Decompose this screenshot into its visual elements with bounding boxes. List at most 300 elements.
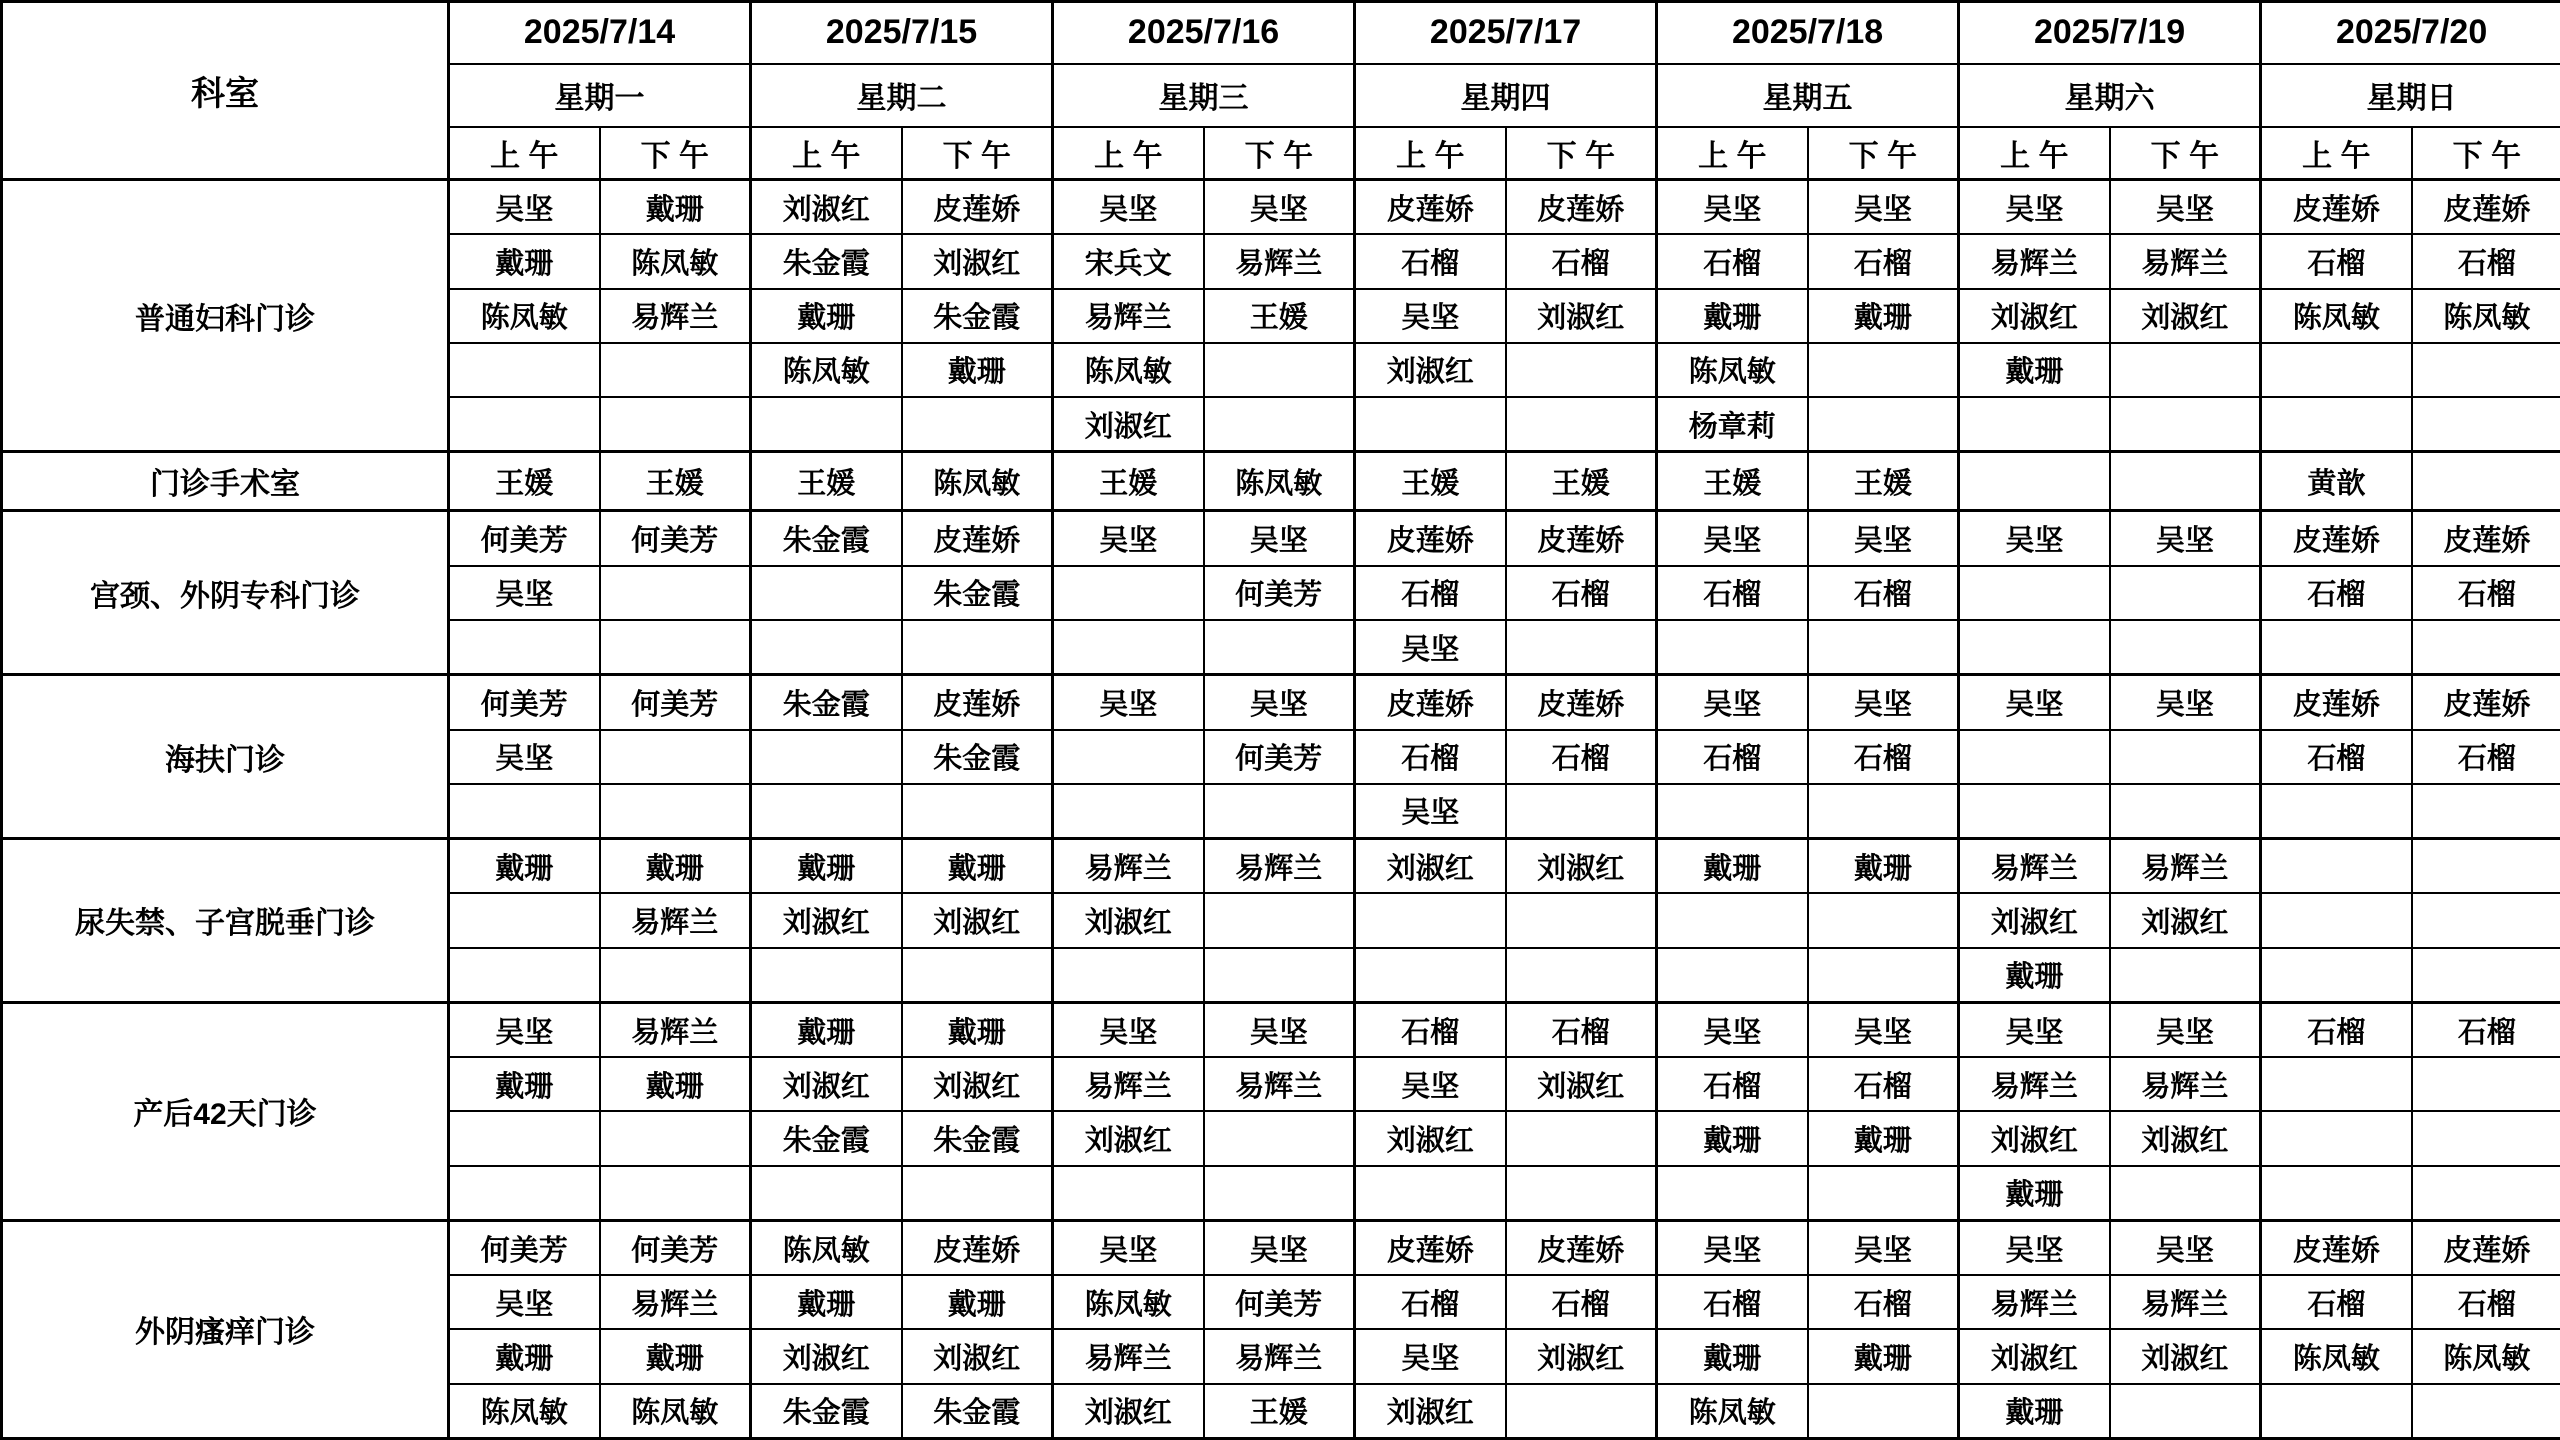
schedule-cell: 陈凤敏 xyxy=(600,234,751,288)
schedule-cell: 石榴 xyxy=(1808,234,1959,288)
schedule-cell: 皮莲娇 xyxy=(2412,511,2560,566)
schedule-cell xyxy=(1808,784,1959,839)
schedule-cell: 石榴 xyxy=(2412,1275,2560,1329)
schedule-cell: 易辉兰 xyxy=(1053,1329,1204,1383)
schedule-cell: 刘淑红 xyxy=(1959,289,2110,343)
schedule-cell: 戴珊 xyxy=(902,839,1053,894)
schedule-cell: 朱金霞 xyxy=(902,730,1053,784)
schedule-cell: 黄歆 xyxy=(2261,452,2412,511)
schedule-cell: 朱金霞 xyxy=(751,511,902,566)
schedule-cell xyxy=(600,784,751,839)
schedule-cell: 易辉兰 xyxy=(1204,234,1355,288)
schedule-cell: 刘淑红 xyxy=(2110,289,2261,343)
schedule-cell: 易辉兰 xyxy=(1053,1057,1204,1111)
schedule-cell: 陈凤敏 xyxy=(2412,289,2560,343)
schedule-cell: 刘淑红 xyxy=(1355,1111,1506,1165)
schedule-cell xyxy=(2110,452,2261,511)
schedule-cell: 戴珊 xyxy=(1657,1111,1808,1165)
schedule-cell: 石榴 xyxy=(1657,730,1808,784)
date-header-cell: 2025/7/15 xyxy=(751,2,1053,64)
schedule-cell: 王媛 xyxy=(751,452,902,511)
schedule-cell xyxy=(2412,343,2560,397)
schedule-cell: 吴坚 xyxy=(1204,675,1355,730)
department-name-cell: 外阴瘙痒门诊 xyxy=(2,1220,449,1438)
schedule-cell xyxy=(1204,948,1355,1003)
schedule-cell: 戴珊 xyxy=(751,1002,902,1057)
shift-pm-header-cell: 下 午 xyxy=(1506,127,1657,180)
schedule-cell xyxy=(1053,784,1204,839)
date-header-cell: 2025/7/17 xyxy=(1355,2,1657,64)
schedule-cell xyxy=(2261,1384,2412,1439)
schedule-cell xyxy=(2110,1166,2261,1221)
schedule-cell: 皮莲娇 xyxy=(902,180,1053,235)
schedule-cell: 戴珊 xyxy=(600,839,751,894)
schedule-cell: 陈凤敏 xyxy=(449,1384,600,1439)
schedule-cell: 易辉兰 xyxy=(1959,839,2110,894)
schedule-cell: 刘淑红 xyxy=(1053,1111,1204,1165)
schedule-cell xyxy=(1657,784,1808,839)
schedule-cell: 刘淑红 xyxy=(2110,1111,2261,1165)
schedule-cell: 石榴 xyxy=(1808,566,1959,620)
schedule-cell xyxy=(751,397,902,452)
schedule-row xyxy=(2,1002,2560,1057)
schedule-cell: 易辉兰 xyxy=(600,893,751,947)
schedule-cell xyxy=(2412,620,2560,675)
schedule-row xyxy=(2,452,2560,511)
schedule-cell: 石榴 xyxy=(2261,1275,2412,1329)
schedule-cell: 石榴 xyxy=(2261,730,2412,784)
department-name-cell: 宫颈、外阴专科门诊 xyxy=(2,511,449,675)
schedule-cell: 皮莲娇 xyxy=(2412,180,2560,235)
schedule-cell xyxy=(2110,397,2261,452)
schedule-cell: 皮莲娇 xyxy=(1506,675,1657,730)
schedule-cell: 吴坚 xyxy=(2110,1220,2261,1275)
weekday-header-cell: 星期一 xyxy=(449,64,751,127)
schedule-cell: 戴珊 xyxy=(902,1002,1053,1057)
schedule-cell: 王媛 xyxy=(1808,452,1959,511)
shift-pm-header-cell: 下 午 xyxy=(1204,127,1355,180)
schedule-cell: 石榴 xyxy=(1506,1002,1657,1057)
schedule-cell: 吴坚 xyxy=(1657,511,1808,566)
schedule-cell: 吴坚 xyxy=(1959,1220,2110,1275)
schedule-cell: 石榴 xyxy=(2261,566,2412,620)
schedule-cell xyxy=(751,1166,902,1221)
schedule-cell xyxy=(2110,620,2261,675)
schedule-cell: 陈凤敏 xyxy=(1204,452,1355,511)
shift-am-header-cell: 上 午 xyxy=(1053,127,1204,180)
schedule-cell xyxy=(1808,893,1959,947)
schedule-row xyxy=(2,511,2560,566)
schedule-cell: 皮莲娇 xyxy=(2412,675,2560,730)
schedule-cell: 吴坚 xyxy=(1959,511,2110,566)
schedule-cell: 王媛 xyxy=(600,452,751,511)
schedule-cell: 朱金霞 xyxy=(751,1111,902,1165)
schedule-cell xyxy=(449,620,600,675)
weekday-header-cell: 星期五 xyxy=(1657,64,1959,127)
schedule-cell: 吴坚 xyxy=(1657,1220,1808,1275)
schedule-cell: 吴坚 xyxy=(1808,511,1959,566)
schedule-cell: 石榴 xyxy=(1355,1275,1506,1329)
date-header-row xyxy=(2,2,2560,64)
schedule-cell: 刘淑红 xyxy=(1506,1329,1657,1383)
schedule-cell: 朱金霞 xyxy=(751,234,902,288)
schedule-cell xyxy=(1053,730,1204,784)
schedule-cell: 陈凤敏 xyxy=(1053,1275,1204,1329)
schedule-cell: 吴坚 xyxy=(1657,180,1808,235)
schedule-cell: 皮莲娇 xyxy=(902,1220,1053,1275)
schedule-cell xyxy=(600,1111,751,1165)
date-header-cell: 2025/7/16 xyxy=(1053,2,1355,64)
schedule-cell xyxy=(1959,784,2110,839)
schedule-cell: 王媛 xyxy=(1053,452,1204,511)
schedule-cell xyxy=(2110,948,2261,1003)
schedule-cell xyxy=(2261,343,2412,397)
schedule-cell xyxy=(1204,1111,1355,1165)
schedule-cell xyxy=(2110,784,2261,839)
schedule-cell: 皮莲娇 xyxy=(902,675,1053,730)
schedule-cell xyxy=(751,784,902,839)
schedule-cell: 吴坚 xyxy=(1355,1329,1506,1383)
schedule-cell xyxy=(1204,784,1355,839)
schedule-cell: 石榴 xyxy=(1506,730,1657,784)
schedule-cell xyxy=(1506,1166,1657,1221)
schedule-cell: 吴坚 xyxy=(2110,1002,2261,1057)
schedule-cell xyxy=(449,784,600,839)
schedule-cell: 戴珊 xyxy=(1657,839,1808,894)
schedule-cell: 刘淑红 xyxy=(1506,289,1657,343)
schedule-cell: 何美芳 xyxy=(1204,1275,1355,1329)
schedule-cell: 易辉兰 xyxy=(1959,1057,2110,1111)
schedule-cell: 王媛 xyxy=(1355,452,1506,511)
weekday-header-cell: 星期六 xyxy=(1959,64,2261,127)
schedule-cell: 陈凤敏 xyxy=(1053,343,1204,397)
schedule-cell: 刘淑红 xyxy=(1355,343,1506,397)
schedule-cell: 吴坚 xyxy=(1657,1002,1808,1057)
schedule-cell xyxy=(449,1111,600,1165)
shift-pm-header-cell: 下 午 xyxy=(902,127,1053,180)
schedule-cell: 何美芳 xyxy=(449,1220,600,1275)
schedule-cell xyxy=(2261,397,2412,452)
schedule-table-head xyxy=(2,2,2560,180)
schedule-cell: 皮莲娇 xyxy=(1506,180,1657,235)
schedule-cell: 戴珊 xyxy=(1959,948,2110,1003)
schedule-cell: 王媛 xyxy=(1204,1384,1355,1439)
schedule-cell: 石榴 xyxy=(1355,234,1506,288)
shift-pm-header-cell: 下 午 xyxy=(600,127,751,180)
schedule-cell: 何美芳 xyxy=(449,511,600,566)
schedule-cell: 吴坚 xyxy=(1053,511,1204,566)
schedule-cell: 易辉兰 xyxy=(1959,1275,2110,1329)
date-header-cell: 2025/7/20 xyxy=(2261,2,2560,64)
schedule-cell: 石榴 xyxy=(1506,566,1657,620)
schedule-cell: 戴珊 xyxy=(1959,1384,2110,1439)
schedule-cell: 刘淑红 xyxy=(1053,893,1204,947)
schedule-row xyxy=(2,675,2560,730)
schedule-cell xyxy=(2261,1166,2412,1221)
schedule-cell xyxy=(1808,948,1959,1003)
schedule-cell: 吴坚 xyxy=(1657,675,1808,730)
dept-column-header: 科室 xyxy=(2,2,449,180)
schedule-cell: 戴珊 xyxy=(449,839,600,894)
schedule-cell xyxy=(449,948,600,1003)
schedule-cell xyxy=(2110,343,2261,397)
shift-pm-header-cell: 下 午 xyxy=(1808,127,1959,180)
schedule-cell xyxy=(1204,343,1355,397)
schedule-cell: 吴坚 xyxy=(1204,1220,1355,1275)
schedule-cell: 刘淑红 xyxy=(1959,1329,2110,1383)
schedule-row xyxy=(2,839,2560,894)
schedule-cell: 吴坚 xyxy=(1053,675,1204,730)
shift-am-header-cell: 上 午 xyxy=(2261,127,2412,180)
schedule-cell: 何美芳 xyxy=(600,1220,751,1275)
schedule-cell: 皮莲娇 xyxy=(1355,675,1506,730)
schedule-cell: 戴珊 xyxy=(1959,343,2110,397)
schedule-cell: 吴坚 xyxy=(1053,1002,1204,1057)
schedule-cell xyxy=(1506,343,1657,397)
schedule-cell xyxy=(751,730,902,784)
schedule-cell: 易辉兰 xyxy=(600,1002,751,1057)
schedule-cell xyxy=(1053,1166,1204,1221)
schedule-cell: 吴坚 xyxy=(1808,675,1959,730)
schedule-cell xyxy=(1959,452,2110,511)
schedule-cell xyxy=(1053,620,1204,675)
schedule-cell xyxy=(1657,948,1808,1003)
schedule-cell xyxy=(902,1166,1053,1221)
date-header-cell: 2025/7/18 xyxy=(1657,2,1959,64)
department-name-cell: 海扶门诊 xyxy=(2,675,449,839)
schedule-cell xyxy=(1355,397,1506,452)
schedule-cell xyxy=(2110,566,2261,620)
schedule-cell: 易辉兰 xyxy=(2110,1275,2261,1329)
schedule-cell: 刘淑红 xyxy=(1053,1384,1204,1439)
schedule-cell: 陈凤敏 xyxy=(2261,289,2412,343)
schedule-cell: 戴珊 xyxy=(1959,1166,2110,1221)
schedule-cell: 石榴 xyxy=(1355,566,1506,620)
schedule-cell: 戴珊 xyxy=(902,1275,1053,1329)
schedule-cell xyxy=(1959,566,2110,620)
schedule-cell xyxy=(1506,784,1657,839)
schedule-cell xyxy=(600,948,751,1003)
schedule-cell: 石榴 xyxy=(1657,1057,1808,1111)
weekday-header-cell: 星期日 xyxy=(2261,64,2560,127)
schedule-cell xyxy=(449,893,600,947)
schedule-cell xyxy=(1506,397,1657,452)
schedule-cell: 戴珊 xyxy=(449,1057,600,1111)
schedule-cell: 易辉兰 xyxy=(600,1275,751,1329)
department-name-cell: 普通妇科门诊 xyxy=(2,180,449,452)
schedule-cell xyxy=(2412,784,2560,839)
schedule-cell: 易辉兰 xyxy=(1959,234,2110,288)
schedule-cell: 杨章莉 xyxy=(1657,397,1808,452)
schedule-cell: 石榴 xyxy=(1657,1275,1808,1329)
schedule-cell xyxy=(1657,893,1808,947)
schedule-cell: 石榴 xyxy=(2412,234,2560,288)
schedule-cell: 吴坚 xyxy=(449,180,600,235)
schedule-cell: 刘淑红 xyxy=(902,1329,1053,1383)
schedule-cell: 刘淑红 xyxy=(1355,839,1506,894)
schedule-cell xyxy=(1204,620,1355,675)
schedule-cell: 皮莲娇 xyxy=(1506,511,1657,566)
schedule-cell: 吴坚 xyxy=(2110,180,2261,235)
schedule-cell: 吴坚 xyxy=(449,730,600,784)
schedule-cell: 陈凤敏 xyxy=(751,1220,902,1275)
date-header-cell: 2025/7/14 xyxy=(449,2,751,64)
schedule-cell xyxy=(600,566,751,620)
schedule-cell xyxy=(1204,397,1355,452)
schedule-cell xyxy=(1053,566,1204,620)
schedule-cell: 石榴 xyxy=(1506,234,1657,288)
schedule-cell: 吴坚 xyxy=(449,566,600,620)
schedule-cell xyxy=(449,1166,600,1221)
schedule-cell xyxy=(1506,948,1657,1003)
schedule-cell: 朱金霞 xyxy=(902,1111,1053,1165)
schedule-cell: 吴坚 xyxy=(1355,620,1506,675)
schedule-cell: 陈凤敏 xyxy=(449,289,600,343)
schedule-cell: 戴珊 xyxy=(1657,1329,1808,1383)
schedule-cell: 吴坚 xyxy=(1053,180,1204,235)
schedule-cell: 戴珊 xyxy=(449,234,600,288)
schedule-cell: 朱金霞 xyxy=(751,675,902,730)
schedule-cell xyxy=(2110,730,2261,784)
schedule-cell: 宋兵文 xyxy=(1053,234,1204,288)
schedule-cell xyxy=(1808,1166,1959,1221)
schedule-cell xyxy=(1506,1111,1657,1165)
schedule-cell: 王媛 xyxy=(1657,452,1808,511)
schedule-cell: 皮莲娇 xyxy=(2261,1220,2412,1275)
schedule-cell xyxy=(449,343,600,397)
schedule-cell: 吴坚 xyxy=(1204,511,1355,566)
department-name-cell: 尿失禁、子宫脱垂门诊 xyxy=(2,839,449,1003)
schedule-cell xyxy=(600,397,751,452)
schedule-cell xyxy=(1506,620,1657,675)
schedule-cell: 易辉兰 xyxy=(2110,234,2261,288)
schedule-cell xyxy=(1959,620,2110,675)
schedule-cell xyxy=(2412,452,2560,511)
schedule-cell: 石榴 xyxy=(2412,1002,2560,1057)
schedule-cell: 戴珊 xyxy=(1657,289,1808,343)
schedule-cell xyxy=(1355,948,1506,1003)
schedule-cell xyxy=(2261,893,2412,947)
schedule-cell xyxy=(1959,730,2110,784)
schedule-cell xyxy=(1204,893,1355,947)
schedule-cell: 石榴 xyxy=(1657,234,1808,288)
schedule-cell: 皮莲娇 xyxy=(902,511,1053,566)
schedule-cell xyxy=(1808,1384,1959,1439)
schedule-cell: 石榴 xyxy=(2412,566,2560,620)
schedule-cell xyxy=(1808,343,1959,397)
schedule-cell: 皮莲娇 xyxy=(2261,180,2412,235)
schedule-cell: 吴坚 xyxy=(1959,1002,2110,1057)
schedule-cell: 石榴 xyxy=(2261,234,2412,288)
schedule-cell: 刘淑红 xyxy=(751,1329,902,1383)
schedule-cell: 朱金霞 xyxy=(751,1384,902,1439)
schedule-cell xyxy=(2412,397,2560,452)
schedule-cell: 戴珊 xyxy=(1808,1329,1959,1383)
schedule-cell: 石榴 xyxy=(1808,1057,1959,1111)
schedule-cell: 皮莲娇 xyxy=(1506,1220,1657,1275)
schedule-cell: 皮莲娇 xyxy=(1355,511,1506,566)
department-name-cell: 门诊手术室 xyxy=(2,452,449,511)
schedule-cell: 朱金霞 xyxy=(902,566,1053,620)
schedule-cell xyxy=(449,397,600,452)
schedule-cell: 易辉兰 xyxy=(1053,839,1204,894)
schedule-cell: 刘淑红 xyxy=(1959,1111,2110,1165)
schedule-cell: 石榴 xyxy=(1808,1275,1959,1329)
shift-am-header-cell: 上 午 xyxy=(1355,127,1506,180)
schedule-cell: 易辉兰 xyxy=(1204,1057,1355,1111)
schedule-cell: 陈凤敏 xyxy=(902,452,1053,511)
shift-am-header-cell: 上 午 xyxy=(1959,127,2110,180)
schedule-cell xyxy=(1657,620,1808,675)
schedule-cell xyxy=(902,784,1053,839)
schedule-cell: 皮莲娇 xyxy=(1355,1220,1506,1275)
schedule-cell xyxy=(1053,948,1204,1003)
schedule-cell: 戴珊 xyxy=(1808,289,1959,343)
schedule-cell xyxy=(2110,1384,2261,1439)
schedule-cell: 戴珊 xyxy=(751,839,902,894)
schedule-cell xyxy=(751,948,902,1003)
schedule-cell: 陈凤敏 xyxy=(2412,1329,2560,1383)
schedule-cell xyxy=(1959,397,2110,452)
schedule-cell: 刘淑红 xyxy=(902,234,1053,288)
schedule-cell: 刘淑红 xyxy=(1506,1057,1657,1111)
schedule-cell xyxy=(902,397,1053,452)
schedule-cell xyxy=(902,948,1053,1003)
schedule-cell: 吴坚 xyxy=(1355,289,1506,343)
schedule-cell: 刘淑红 xyxy=(1053,397,1204,452)
schedule-cell: 刘淑红 xyxy=(2110,1329,2261,1383)
schedule-cell xyxy=(2412,1057,2560,1111)
schedule-cell: 戴珊 xyxy=(600,1329,751,1383)
schedule-cell: 易辉兰 xyxy=(2110,1057,2261,1111)
schedule-cell: 石榴 xyxy=(2412,730,2560,784)
schedule-cell: 王媛 xyxy=(1204,289,1355,343)
schedule-cell xyxy=(2261,839,2412,894)
schedule-cell: 吴坚 xyxy=(1808,1220,1959,1275)
schedule-cell: 陈凤敏 xyxy=(1657,343,1808,397)
schedule-cell: 吴坚 xyxy=(1808,1002,1959,1057)
schedule-cell xyxy=(2261,784,2412,839)
schedule-cell xyxy=(1506,893,1657,947)
schedule-cell: 吴坚 xyxy=(2110,675,2261,730)
schedule-row xyxy=(2,1220,2560,1275)
schedule-cell: 朱金霞 xyxy=(902,289,1053,343)
schedule-cell xyxy=(902,620,1053,675)
schedule-cell xyxy=(2261,1057,2412,1111)
schedule-cell: 戴珊 xyxy=(751,1275,902,1329)
schedule-cell: 陈凤敏 xyxy=(751,343,902,397)
schedule-cell xyxy=(2412,839,2560,894)
schedule-cell: 陈凤敏 xyxy=(600,1384,751,1439)
schedule-cell: 戴珊 xyxy=(600,180,751,235)
schedule-cell xyxy=(1808,397,1959,452)
shift-am-header-cell: 上 午 xyxy=(449,127,600,180)
schedule-cell: 戴珊 xyxy=(600,1057,751,1111)
schedule-cell: 吴坚 xyxy=(2110,511,2261,566)
schedule-cell xyxy=(2412,893,2560,947)
schedule-cell xyxy=(751,620,902,675)
schedule-cell xyxy=(2261,620,2412,675)
schedule-cell xyxy=(1355,1166,1506,1221)
shift-am-header-cell: 上 午 xyxy=(751,127,902,180)
schedule-table-body xyxy=(2,180,2560,1439)
schedule-cell: 石榴 xyxy=(1355,1002,1506,1057)
schedule-cell xyxy=(600,730,751,784)
schedule-cell xyxy=(2412,948,2560,1003)
shift-pm-header-cell: 下 午 xyxy=(2110,127,2261,180)
schedule-cell: 何美芳 xyxy=(600,511,751,566)
shift-pm-header-cell: 下 午 xyxy=(2412,127,2560,180)
